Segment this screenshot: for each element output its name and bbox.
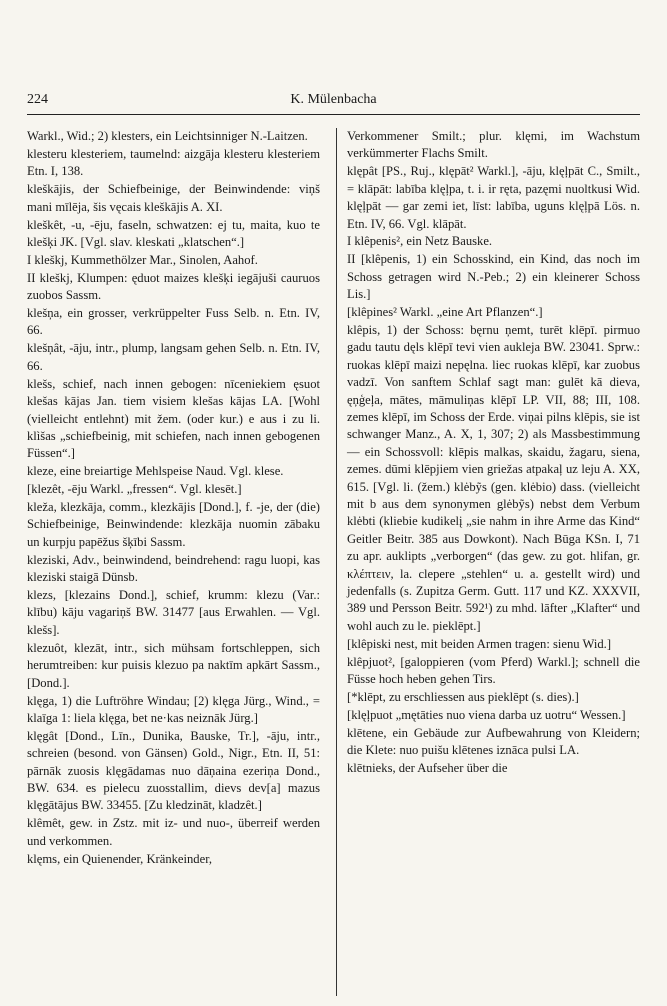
- left-column: [27, 128, 320, 996]
- dictionary-entry: I klêpenis², ein Netz Bauske.: [347, 234, 493, 249]
- dictionary-entry: kleziski, Adv., beinwindend, beindrehend: ragu luopi, kas kleziski staigā Dünsb.: [27, 552, 320, 585]
- dictionary-entry: klêpis, 1) der Schoss: bęrnu ņemt, turēt klēpī. pirmuo gadu tautu dęls klēpī tevi vien aukleja BW. 23041. Sprw.: ruokas klēpī maizi nepęlna. liec ruokas klēpī, kar zuobus vadzī. Von sanftem Schlaf sagt man: gulēt kā dieva, ęņģeļa, mātes, māmuliņas klēpī LP. VII, 88; III, 108. zemes klēpī, im Schoss der Erde. viņai pilns klēpis, sie ist schwanger Manz., A. X, 1, 307; 2) als Massbestimmung — ein Schossvoll: klēpis malkas, skaidu, žagaru, siena, zemes. dūmi klēpjiem vien griežas atpakaļ uz leju A. XX, 615. [Vgl. li. (žem.) klėbỹs (gen. klėbio) dass. (vielleicht mit b aus dem synonymen glėbỹs) nebst dem Verbum klėbti (kliebie kudikelį „sie nahm in ihre Arme das Kind“ Geitler Beitr. 385 aus Dowkont). Nach Būga KSn. I, 71 zu apr. auklipts „verborgen“ (das gew. zu got. hlifan, gr. κλέπτειν, la. clepere „stehlen“ u. a. gestellt wird) und jedenfalls (s. Zupitza Germ. Gutt. 117 und KZ. XXXVII, 389 und Persson Beitr. 592¹) zu mhd. lāfter „Klafter“ und wohl auch zu le. pieklēpt.]: [347, 322, 640, 633]
- page-header: [27, 92, 640, 115]
- running-title: K. Mülenbacha: [290, 92, 377, 107]
- dictionary-entry: klęga, 1) die Luftröhre Windau; [2) klęga Jürg., Wind., = klaīga 1: liela klęga, bet ne·kas neiznāk Jürg.]: [27, 693, 320, 725]
- dictionary-entry: kleškājis, der Schiefbeinige, der Beinwindende: viņš mani mīlēja, šis vęcais kleškājis A. XI.: [27, 182, 320, 214]
- dictionary-entry: klesteru klesteriem, taumelnd: aizgāja klesteru klesteriem Etn. I, 138.: [27, 146, 320, 179]
- dictionary-entry: klępât [PS., Ruj., klępāt² Warkl.], -āju, klęļpāt C., Smilt., = klāpāt: labība klęļpa, t. i. ir ręta, pazęmi nuoltkusi Wid. klęļpāt — gar zemi iet, līst: labība, uguns klęļpā Lös. n. Etn. IV, 66. Vgl. klāpāt.: [347, 164, 640, 231]
- dictionary-entry: kleškêt, -u, -ēju, faseln, schwatzen: ej tu, maita, kuo te klešķi JK. [Vgl. slav. kleskati „klatschen“.]: [27, 217, 320, 249]
- dictionary-entry: kleža, klezkāja, comm., klezkājis [Dond.], f. -je, der (die) Schiefbeinige, Beinwindende: klezkāja nuomin zābaku un kurpju papēžus šķībi Sassm.: [27, 500, 320, 549]
- dictionary-entry: kleze, eine breiartige Mehlspeise Naud. Vgl. klese.: [27, 464, 284, 479]
- dictionary-entry: [klęļpuot „mętāties nuo viena darba uz uotru“ Wessen.]: [347, 707, 626, 722]
- dictionary-entry: klezuôt, klezāt, intr., sich mühsam fortschleppen, sich herumtreiben: kur puisis klezuo pa naktīm apkārt Sassm., [Dond.].: [27, 640, 320, 690]
- dictionary-entry: II [klêpenis, 1) ein Schosskind, ein Kind, das noch im Schoss getragen wird N.-Peb.; 2) ein kleinerer Schoss Lis.]: [347, 252, 640, 302]
- text-columns: [27, 128, 640, 996]
- dictionary-entry: klešņa, ein grosser, verkrüppelter Fuss Selb. n. Etn. IV, 66.: [27, 306, 320, 338]
- dictionary-entry: Verkommener Smilt.; plur. klęmi, im Wachstum verkümmerter Flachs Smilt.: [347, 129, 640, 161]
- dictionary-entry: II kleškj, Klumpen: ęduot maizes klešķi iegājuši cauruos zuobos Sassm.: [27, 270, 320, 303]
- dictionary-entry: klęms, ein Quienender, Kränkeinder,: [27, 851, 213, 866]
- dictionary-entry: Warkl., Wid.; 2) klesters, ein Leichtsinniger N.-Laitzen.: [27, 129, 308, 143]
- dictionary-entry: klešs, schief, nach innen gebogen: nīceniekiem ęsuot klešas kājas Jan. tiem visiem klešas kājas LA. [Wohl (vielleicht entlehnt) mit žem. (oder kur.) e aus i zu li. klìšas „schiefbeinig, mit schiefen, nach innen gebogenen Füssen“.]: [27, 376, 320, 461]
- dictionary-entry: I kleškj, Kummethölzer Mar., Sinolen, Aahof.: [27, 252, 258, 267]
- dictionary-entry: [klêpiski nest, mit beiden Armen tragen: sienu Wid.]: [347, 636, 612, 651]
- dictionary-entry: klētnieks, der Aufseher über die: [347, 761, 508, 776]
- dictionary-entry: klêpjuot², [galoppieren (vom Pferd) Warkl.]; schnell die Füsse hoch heben gehen Tirs.: [347, 654, 640, 687]
- dictionary-entry: klêmêt, gew. in Zstz. mit iz- und nuo-, überreif werden und verkommen.: [27, 816, 320, 848]
- page-number: 224: [27, 92, 48, 107]
- right-column: [336, 128, 640, 996]
- dictionary-entry: klęgât [Dond., Līn., Dunika, Bauske, Tr.], -āju, intr., schreien (besond. von Gänsen) Gold., Nigr., Etn. II, 51: pārnāk zuosis klęgādamas nuo dāņaina ezeriņa Dond., BW. 634. es pielecu zuosstallim, dievs dev[a] mazus klęgātājus BW. 33455. [Zu kledzināt, kladzêt.]: [27, 728, 320, 813]
- dictionary-entry: klētene, ein Gebäude zur Aufbewahrung von Kleidern; die Klete: nuo puišu klētenes iznāca pulsi LA.: [347, 725, 640, 758]
- dictionary-entry: [klezêt, -ēju Warkl. „fressen“. Vgl. klesēt.]: [27, 482, 242, 497]
- dictionary-entry: klešņât, -āju, intr., plump, langsam gehen Selb. n. Etn. IV, 66.: [27, 341, 320, 373]
- dictionary-entry: [klêpines² Warkl. „eine Art Pflanzen“.]: [347, 305, 543, 320]
- dictionary-entry: klezs, [klezains Dond.], schief, krumm: klezu (Var.: klību) kāju vagariņš BW. 31477 [aus Erwahlen. — Vgl. klešs].: [27, 588, 320, 637]
- dictionary-entry: [*klēpt, zu erschliessen aus pieklēpt (s. dies).]: [347, 690, 579, 704]
